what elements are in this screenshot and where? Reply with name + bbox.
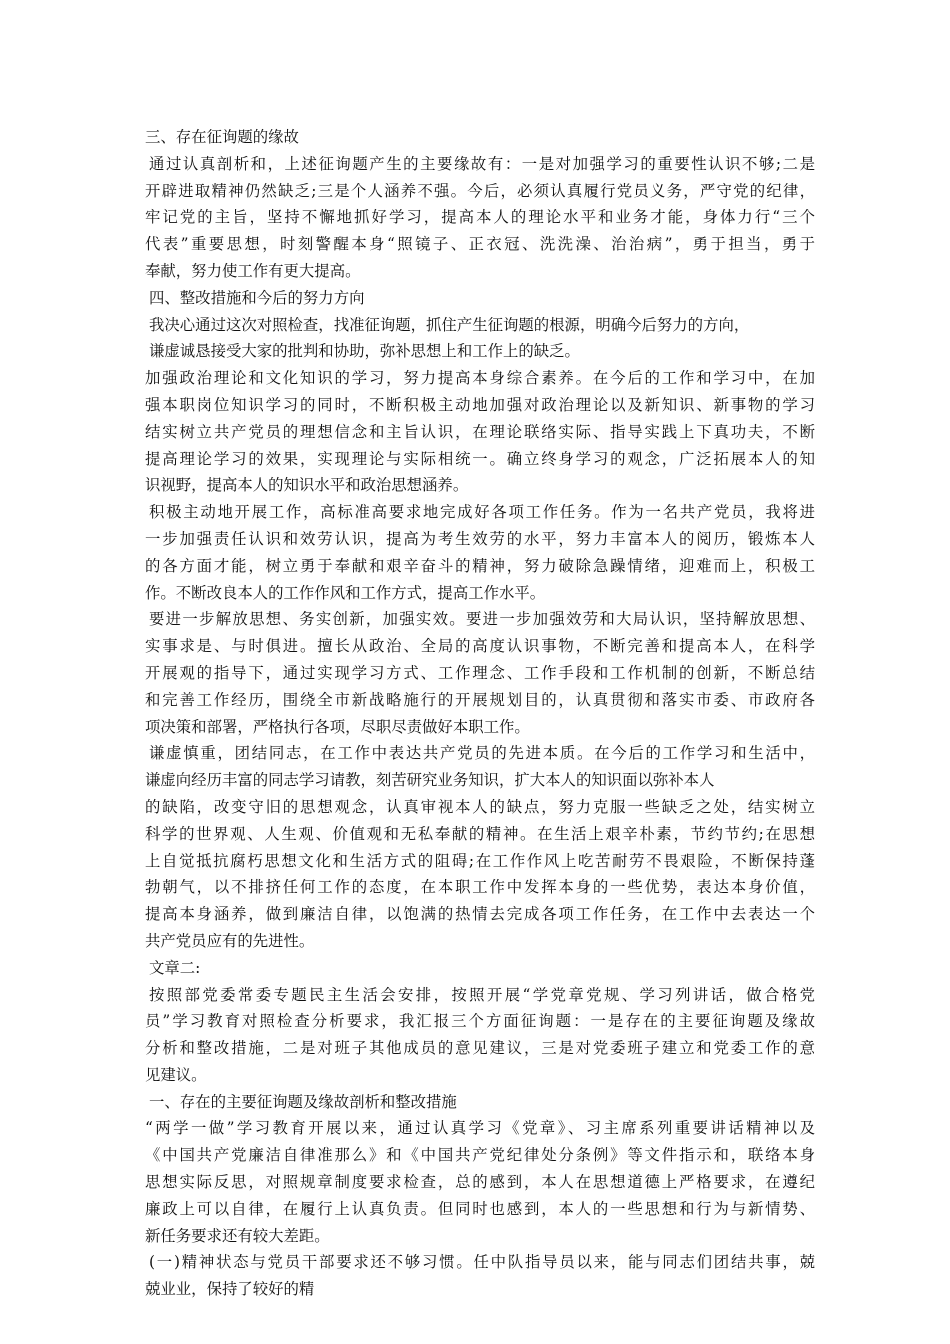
- text-line: 兢业业，保持了较好的精: [145, 1280, 315, 1299]
- text-line: 代表”重要思想，时刻警醒本身“照镜子、正衣冠、洗洗澡、治治病”，勇于担当，勇于: [145, 235, 815, 254]
- text-line: 谦虚向经历丰富的同志学习请教，刻苦研究业务知识，扩大本人的知识面以弥补本人: [145, 771, 715, 790]
- text-line: “两学一做”学习教育开展以来，通过认真学习《党章》、习主席系列重要讲话精神以及: [145, 1119, 815, 1138]
- document-body: [145, 124, 815, 1303]
- text-line: 和完善工作经历，围绕全市新战略施行的开展规划目的，认真贯彻和落实市委、市政府各: [145, 690, 815, 709]
- text-line: 按照部党委常委专题民主生活会安排，按照开展“学党章党规、学习列讲话，做合格党: [149, 985, 815, 1004]
- text-line: 要进一步解放思想、务实创新，加强实效。要进一步加强效劳和大局认识，坚持解放思想、: [149, 610, 815, 629]
- text-line: 开展观的指导下，通过实现学习方式、工作理念、工作手段和工作机制的创新，不断总结: [145, 663, 815, 682]
- text-line: 作。不断改良本人的工作作风和工作方式，提高工作水平。: [145, 583, 546, 602]
- text-line: 一、存在的主要征询题及缘故剖析和整改措施: [149, 1092, 457, 1111]
- text-line: 三、存在征询题的缘故: [145, 128, 299, 146]
- text-line: 员”学习教育对照检查分析要求，我汇报三个方面征询题：一是存在的主要征询题及缘故: [145, 1012, 815, 1031]
- text-line: 识视野，提高本人的知识水平和政治思想涵养。: [145, 476, 469, 495]
- text-line: 奉献，努力使工作有更大提高。: [145, 261, 361, 280]
- text-line: 上自觉抵抗腐朽思想文化和生活方式的阻碍;在工作作风上吃苦耐劳不畏艰险，不断保持蓬: [145, 851, 815, 870]
- text-line: 提高理论学习的效果，实现理论与实际相统一。确立终身学习的观念，广泛拓展本人的知: [145, 449, 815, 468]
- text-line: 通过认真剖析和，上述征询题产生的主要缘故有：一是对加强学习的重要性认识不够;二是: [149, 154, 815, 173]
- text-line: 四、整改措施和今后的努力方向: [149, 288, 365, 307]
- text-line: 谦虚诚恳接受大家的批判和协助，弥补思想上和工作上的缺乏。: [149, 342, 580, 361]
- text-line: 我决心通过这次对照检查，找准征询题，抓住产生征询题的根源，明确今后努力的方向，: [149, 315, 750, 334]
- text-line: 思想实际反思，对照规章制度要求检查，总的感到，本人在思想道德上严格要求，在遵纪: [145, 1173, 815, 1192]
- text-line: 勃朝气，以不排挤任何工作的态度，在本职工作中发挥本身的一些优势，表达本身价值，: [145, 878, 815, 897]
- text-line: 提高本身涵养，做到廉洁自律，以饱满的热情去完成各项工作任务，在工作中去表达一个: [145, 905, 815, 924]
- text-line: 积极主动地开展工作，高标准高要求地完成好各项工作任务。作为一名共产党员，我将进: [149, 503, 815, 522]
- text-line: 开辟进取精神仍然缺乏;三是个人涵养不强。今后，必须认真履行党员义务，严守党的纪律，: [145, 181, 815, 200]
- text-line: 项决策和部署，严格执行各项，尽职尽责做好本职工作。: [145, 717, 530, 736]
- text-line: 牢记党的主旨，坚持不懈地抓好学习，提高本人的理论水平和业务才能，身体力行“三个: [145, 208, 815, 227]
- text-line: 分析和整改措施，二是对班子其他成员的意见建议，三是对党委班子建立和党委工作的意: [145, 1039, 815, 1058]
- text-line: 的各方面才能，树立勇于奉献和艰辛奋斗的精神，努力破除急躁情绪，迎难而上，积极工: [145, 556, 815, 575]
- text-line: 廉政上可以自律，在履行上认真负责。但同时也感到，本人的一些思想和行为与新情势、: [145, 1199, 815, 1218]
- text-line: 共产党员应有的先进性。: [145, 931, 315, 950]
- text-line: 实事求是、与时俱进。擅长从政治、全局的高度认识事物，不断完善和提高本人，在科学: [145, 637, 815, 656]
- text-line: (一)精神状态与党员干部要求还不够习惯。任中队指导员以来，能与同志们团结共事，兢: [149, 1253, 815, 1272]
- text-line: 科学的世界观、人生观、价值观和无私奉献的精神。在生活上艰辛朴素，节约节约;在思想: [145, 824, 815, 843]
- text-line: 加强政治理论和文化知识的学习，努力提高本身综合素养。在今后的工作和学习中，在加: [145, 369, 815, 388]
- text-line: 谦虚慎重，团结同志，在工作中表达共产党员的先进本质。在今后的工作学习和生活中，: [149, 744, 815, 763]
- text-line: 《中国共产党廉洁自律准那么》和《中国共产党纪律处分条例》等文件指示和，联络本身: [145, 1146, 815, 1165]
- text-line: 新任务要求还有较大差距。: [145, 1226, 330, 1245]
- text-line: 一步加强责任认识和效劳认识，提高为考生效劳的水平，努力丰富本人的阅历，锻炼本人: [145, 529, 815, 548]
- text-line: 见建议。: [145, 1065, 207, 1084]
- text-line: 结实树立共产党员的理想信念和主旨认识，在理论联络实际、指导实践上下真功夫，不断: [145, 422, 815, 441]
- text-line: 强本职岗位知识学习的同时，不断积极主动地加强对政治理论以及新知识、新事物的学习: [145, 395, 815, 414]
- text-line: 的缺陷，改变守旧的思想观念，认真审视本人的缺点，努力克服一些缺乏之处，结实树立: [145, 797, 815, 816]
- text-line: 文章二:: [149, 958, 201, 977]
